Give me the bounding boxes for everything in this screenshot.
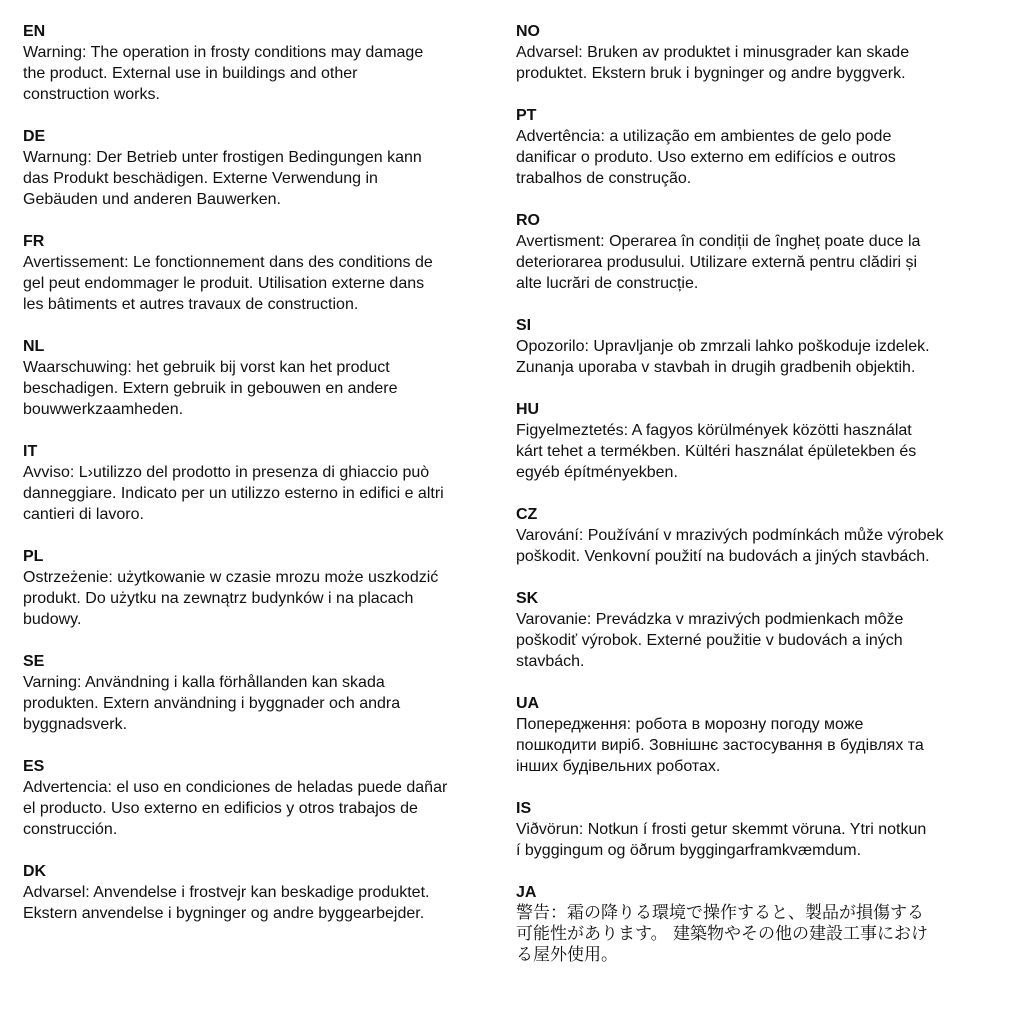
warning-text (516, 42, 1002, 84)
warning-text (23, 567, 509, 630)
warning-line: produkt. Do użytku na zewnątrz budynków i na placach (23, 590, 414, 607)
language-code: NL (23, 338, 45, 355)
warning-line: Varování: Používání v mrazivých podmínkách může výrobek (516, 527, 944, 544)
warning-entry-it (23, 441, 509, 525)
language-code: DE (23, 128, 46, 145)
warning-line: í byggingum og öðrum byggingarframkvæmdum. (516, 842, 862, 859)
warning-line: Waarschuwing: het gebruik bij vorst kan het product (23, 359, 390, 376)
warning-line: bouwwerkzaamheden. (23, 401, 184, 418)
warning-text (23, 357, 509, 420)
warning-entry-sk (516, 588, 1002, 672)
warning-line: Avertisment: Operarea în condiții de îngheț poate duce la (516, 233, 921, 250)
warning-line: Ostrzeżenie: użytkowanie w czasie mrozu może uszkodzić (23, 569, 439, 586)
warning-entry-cz (516, 504, 1002, 567)
warning-text (516, 420, 1002, 483)
warning-line: deteriorarea produsului. Utilizare externă pentru clădiri și (516, 254, 918, 271)
warning-text (23, 252, 509, 315)
warning-text (516, 336, 1002, 378)
warning-line: Warning: The operation in frosty conditions may damage (23, 44, 424, 61)
warning-line: budowy. (23, 611, 82, 628)
warning-line: Figyelmeztetés: A fagyos körülmények közötti használat (516, 422, 912, 439)
warning-entry-hu (516, 399, 1002, 483)
language-code: DK (23, 863, 47, 880)
language-code: EN (23, 23, 46, 40)
warning-line: Varovanie: Prevádzka v mrazivých podmienkach môže (516, 611, 904, 628)
warning-entry-se (23, 651, 509, 735)
language-code: FR (23, 233, 45, 250)
language-code: RO (516, 212, 540, 229)
warning-line: produktet. Ekstern bruk i bygninger og andre byggverk. (516, 65, 906, 82)
warning-entry-es (23, 756, 509, 840)
language-code: UA (516, 695, 540, 712)
warning-line: gel peut endommager le produit. Utilisation externe dans (23, 275, 425, 292)
warning-text (516, 609, 1002, 672)
warning-line: Varning: Användning i kalla förhållanden kan skada (23, 674, 385, 691)
warning-text (516, 525, 1002, 567)
language-code: HU (516, 401, 540, 418)
warning-entry-is (516, 798, 1002, 861)
warning-text (516, 714, 1002, 777)
language-code: PL (23, 548, 44, 565)
warning-text (516, 126, 1002, 189)
warning-line: stavbách. (516, 653, 585, 670)
warning-line: poškodit. Venkovní použití na budovách a jiných stavbách. (516, 548, 930, 565)
language-code: CZ (516, 506, 538, 523)
warning-entry-pt (516, 105, 1002, 189)
warning-line: el producto. Uso externo en edificios y otros trabajos de (23, 800, 418, 817)
language-code: SK (516, 590, 539, 607)
warning-line: Advarsel: Anvendelse i frostvejr kan beskadige produktet. (23, 884, 430, 901)
language-code: PT (516, 107, 537, 124)
warning-line: Opozorilo: Upravljanje ob zmrzali lahko poškoduje izdelek. (516, 338, 930, 355)
warning-entry-dk (23, 861, 509, 924)
warning-text (23, 777, 509, 840)
warning-line: danneggiare. Indicato per un utilizzo esterno in edifici e altri (23, 485, 444, 502)
language-code: IS (516, 800, 532, 817)
left-column (23, 21, 509, 945)
warning-entry-no (516, 21, 1002, 84)
warning-line: byggnadsverk. (23, 716, 128, 733)
warning-line: Попередження: робота в морозну погоду може (516, 716, 864, 733)
warning-line: 可能性があります。 建築物やその他の建設工事におけ (516, 924, 929, 944)
language-code: NO (516, 23, 540, 40)
warning-text (23, 42, 509, 105)
warning-line: Avviso: L›utilizzo del prodotto in presenza di ghiaccio può (23, 464, 430, 481)
warning-line: Avertissement: Le fonctionnement dans des conditions de (23, 254, 433, 271)
right-column (516, 21, 1002, 987)
language-code: IT (23, 443, 38, 460)
warning-line: poškodiť výrobok. Externé použitie v budovách a iných (516, 632, 903, 649)
warning-line: kárt tehet a termékben. Kültéri használat épületekben és (516, 443, 917, 460)
warning-line: produkten. Extern användning i byggnader och andra (23, 695, 401, 712)
warning-line: Advertência: a utilização em ambientes de gelo pode (516, 128, 892, 145)
warning-text (23, 147, 509, 210)
warning-text (516, 819, 1002, 861)
warning-text (516, 231, 1002, 294)
warning-text (23, 882, 509, 924)
warning-line: alte lucrări de construcție. (516, 275, 699, 292)
warning-line: Warnung: Der Betrieb unter frostigen Bedingungen kann (23, 149, 422, 166)
warning-line: інших будівельних роботах. (516, 758, 721, 775)
language-code: SE (23, 653, 45, 670)
language-code: ES (23, 758, 45, 775)
warning-line: Advarsel: Bruken av produktet i minusgrader kan skade (516, 44, 910, 61)
warning-entry-de (23, 126, 509, 210)
warning-entry-ja (516, 882, 1002, 966)
language-code: SI (516, 317, 532, 334)
warning-entry-ua (516, 693, 1002, 777)
warning-line: egyéb építményekben. (516, 464, 678, 481)
warning-entry-fr (23, 231, 509, 315)
warning-line: Advertencia: el uso en condiciones de heladas puede dañar (23, 779, 448, 796)
warning-line: る屋外使用。 (516, 945, 618, 965)
warning-line: Viðvörun: Notkun í frosti getur skemmt vöruna. Ytri notkun (516, 821, 927, 838)
warning-entry-en (23, 21, 509, 105)
warning-line: cantieri di lavoro. (23, 506, 144, 523)
warning-line: trabalhos de construção. (516, 170, 692, 187)
warning-entry-ro (516, 210, 1002, 294)
warning-line: Zunanja uporaba v stavbah in drugih gradbenih objektih. (516, 359, 916, 376)
warning-entry-nl (23, 336, 509, 420)
warning-line: les bâtiments et autres travaux de construction. (23, 296, 359, 313)
warning-entry-si (516, 315, 1002, 378)
warning-line: construcción. (23, 821, 118, 838)
warning-line: Ekstern anvendelse i bygninger og andre byggearbejder. (23, 905, 425, 922)
warning-text (23, 672, 509, 735)
warning-entry-pl (23, 546, 509, 630)
warning-line: the product. External use in buildings and other (23, 65, 358, 82)
warning-line: construction works. (23, 86, 160, 103)
language-code: JA (516, 884, 537, 901)
warning-line: danificar o produto. Uso externo em edifícios e outros (516, 149, 896, 166)
warning-line: Gebäuden und anderen Bauwerken. (23, 191, 281, 208)
warning-text (23, 462, 509, 525)
warning-line: beschadigen. Extern gebruik in gebouwen en andere (23, 380, 398, 397)
warning-line: пошкодити виріб. Зовнішнє застосування в будівлях та (516, 737, 924, 754)
warning-line: das Produkt beschädigen. Externe Verwendung in (23, 170, 378, 187)
warning-line: 警告：霜の降りる環境で操作すると、製品が損傷する (516, 903, 924, 923)
warning-text (516, 903, 1002, 966)
